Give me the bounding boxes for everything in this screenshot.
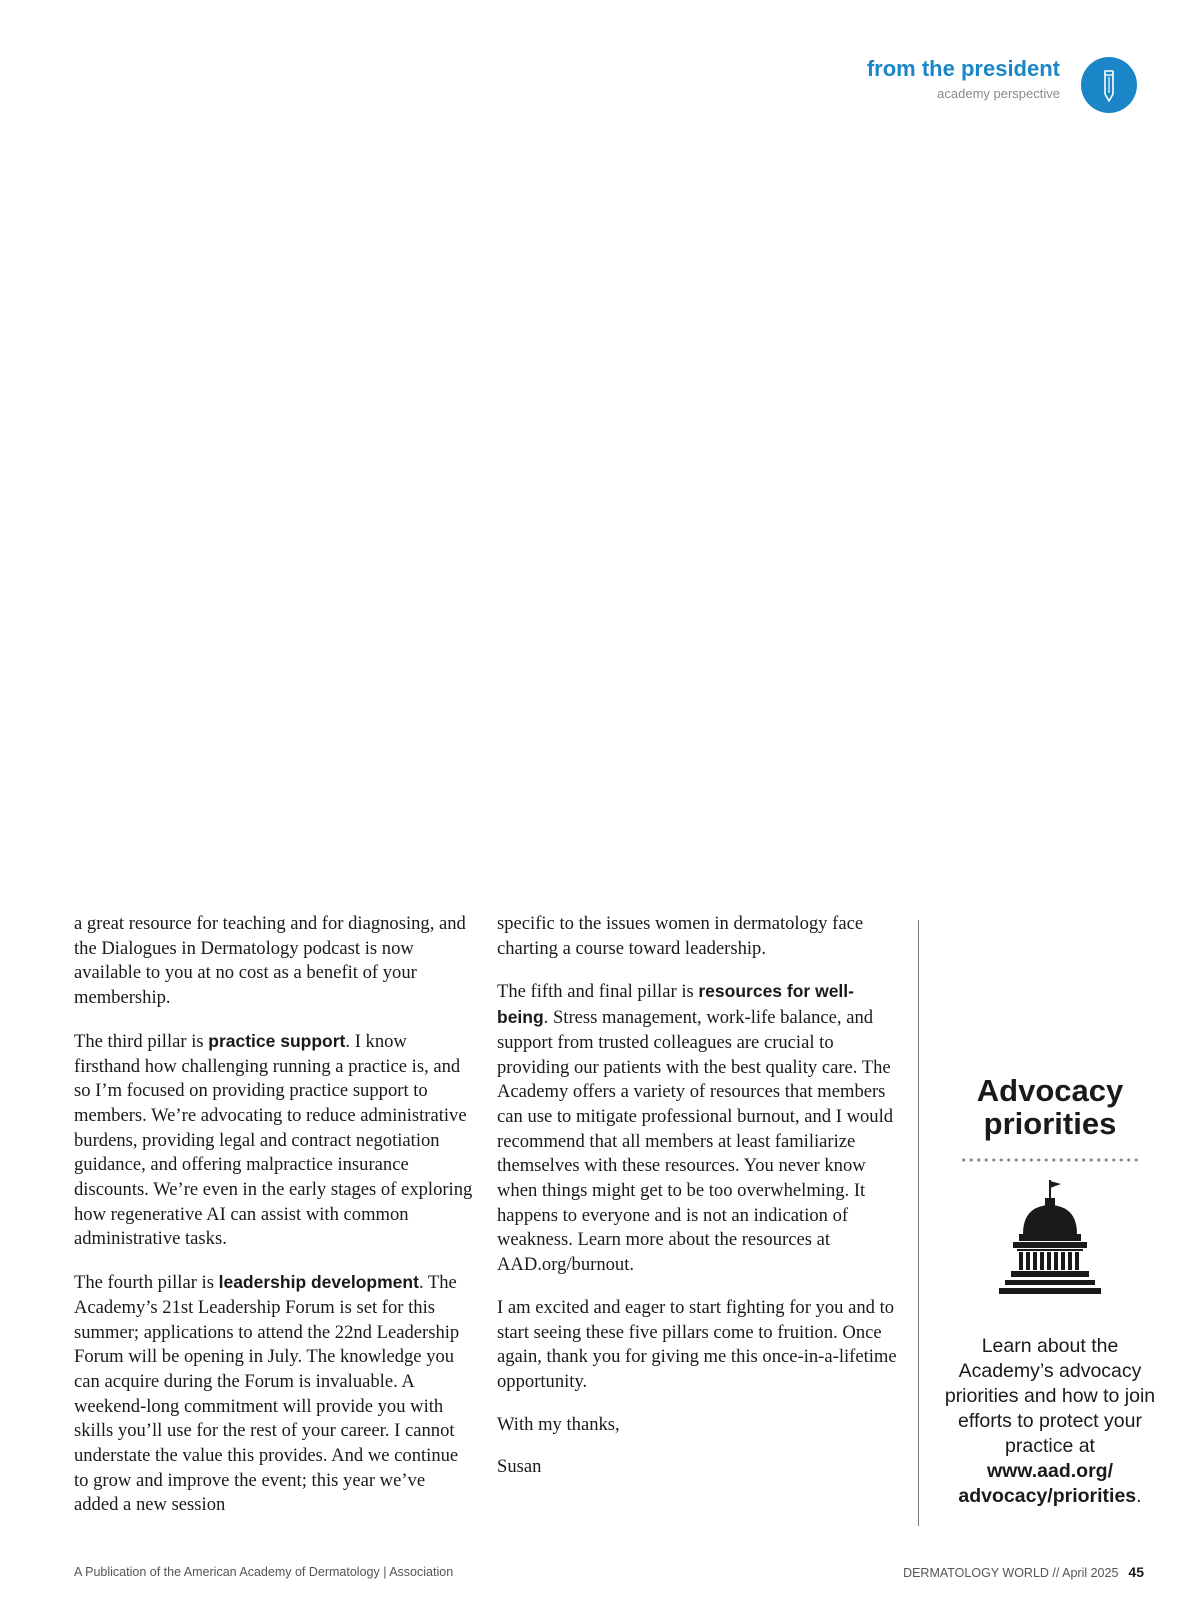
section-subtitle: academy perspective: [937, 86, 1060, 101]
pillar-highlight: leadership development: [218, 1272, 419, 1293]
paragraph: The fifth and final pillar is resources for well-being. Stress management, work-life balance, and support from trusted colleagues are crucial to providing our patients with the best quality care. The Academy offers a variety of resources that members can use to mitigate professional burnout, and I would recommend that all members at least familiarize themselves with these resources. You never know when things might get to be too overwhelming. It happens to everyone and is not an indication of weakness. Learn more about the resources at AAD.org/burnout.: [497, 981, 894, 1276]
sidebar-title: Advocacy priorities: [976, 1073, 1124, 1141]
advocacy-link[interactable]: www.aad.org/ advocacy/priorities: [958, 1460, 1137, 1507]
advocacy-sidebar: [940, 1074, 1160, 1509]
signature-name: Susan: [497, 1456, 542, 1478]
pillar-highlight: resources for well-being: [497, 981, 854, 1028]
sidebar-text: Learn about the Academy’s advocacy priorities and how to join efforts to protect your practice at www.aad.org/ advocacy/priorities.: [944, 1335, 1156, 1507]
pillar-highlight: practice support: [208, 1030, 346, 1051]
capitol-icon: [997, 1178, 1103, 1302]
section-header: [867, 56, 1060, 101]
article-column-1: [74, 912, 474, 1536]
footer-issue: DERMATOLOGY WORLD // April 2025 45: [903, 1564, 1144, 1580]
page-number: 45: [1128, 1564, 1144, 1580]
paragraph: I am excited and eager to start fighting for you and to start seeing these five pillars come to fruition. Once again, thank you for giving me this once-in-a-lifetime opportunity.: [497, 1296, 897, 1392]
paragraph: With my thanks,: [497, 1413, 620, 1435]
article-column-2: [497, 912, 897, 1498]
section-title: from the president: [866, 56, 1060, 81]
paragraph: The fourth pillar is leadership development. The Academy’s 21st Leadership Forum is set for this summer; applications to attend the 22nd Leadership Forum will be opening in July. The knowledge you can acquire during the Forum is invaluable. A weekend-long commitment will provide you with skills you’ll use for the rest of your career. I cannot understate the value this provides. And we continue to grow and improve the event; this year we’ve added a new session: [74, 1272, 460, 1516]
paragraph: specific to the issues women in dermatology face charting a course toward leadership.: [497, 913, 864, 959]
paragraph: The third pillar is practice support. I know firsthand how challenging running a practice is, and so I’m focused on providing practice support to members. We’re advocating to reduce administrative burdens, providing legal and contract negotiation guidance, and offering malpractice insurance discounts. We’re even in the early stages of exploring how regenerative AI can assist with common administrative tasks.: [74, 1030, 473, 1250]
column-divider: [918, 920, 919, 1526]
dotted-divider: [960, 1158, 1140, 1162]
pen-icon: [1081, 57, 1137, 113]
footer-publication: A Publication of the American Academy of Dermatology | Association: [74, 1565, 454, 1579]
paragraph: a great resource for teaching and for diagnosing, and the Dialogues in Dermatology podcast is now available to you at no cost as a benefit of your membership.: [74, 913, 466, 1009]
